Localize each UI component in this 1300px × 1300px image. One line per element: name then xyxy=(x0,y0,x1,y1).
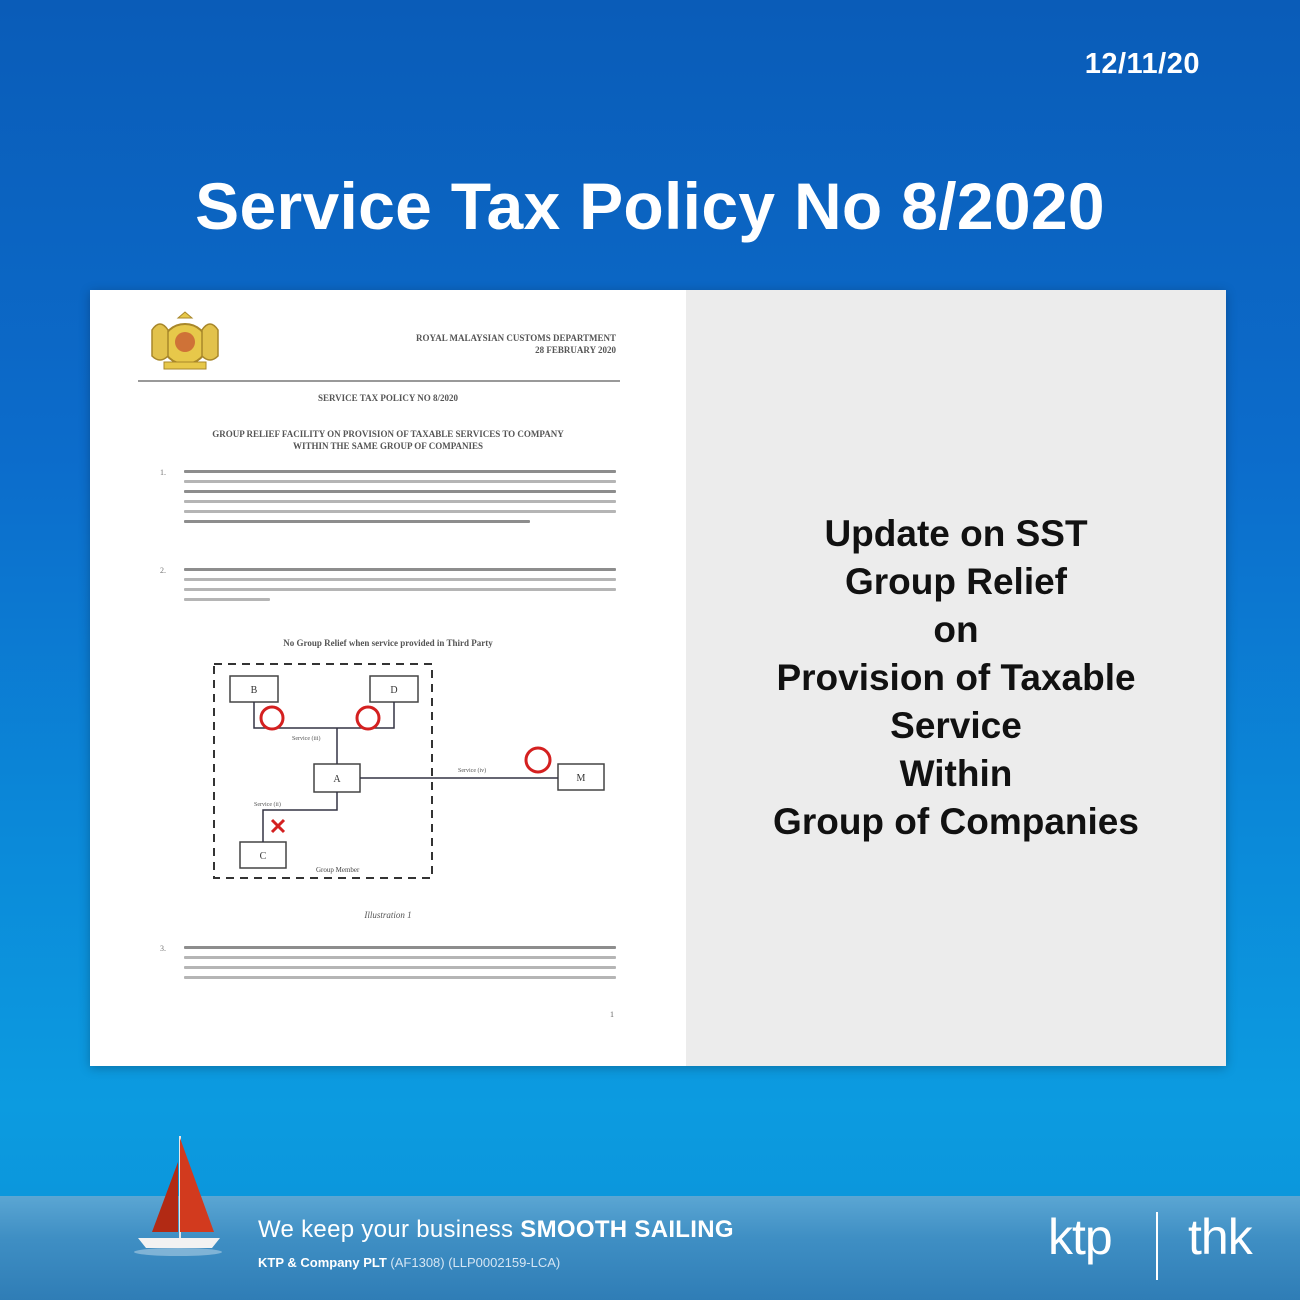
illustration-caption: Illustration 1 xyxy=(364,910,412,920)
summary-note xyxy=(686,290,1226,1066)
node-d: D xyxy=(390,685,398,696)
document-preview xyxy=(90,290,686,1066)
date-label: 12/11/20 xyxy=(1084,48,1200,80)
crest-icon xyxy=(142,310,228,372)
page-title: Service Tax Policy No 8/2020 xyxy=(195,169,1105,243)
doc-paragraph-2: 2. xyxy=(162,568,616,608)
node-m: M xyxy=(576,773,586,784)
group-relief-diagram xyxy=(208,660,618,886)
doc-subtitle: GROUP RELIEF FACILITY ON PROVISION OF TAXABLE SERVICES TO COMPANY WITHIN THE SAME GROUP OF COMPANIES xyxy=(212,429,564,451)
sailboat-icon xyxy=(128,1132,228,1262)
ktp-logo: ktp xyxy=(1048,1209,1112,1265)
label-service-bd: Service (iii) xyxy=(292,736,321,742)
label-service-m: Service (iv) xyxy=(458,768,487,774)
tagline: We keep your business SMOOTH SAILING xyxy=(258,1216,734,1243)
label-service-c: Service (ii) xyxy=(254,802,281,808)
node-c: C xyxy=(259,851,267,862)
logo-divider xyxy=(1156,1212,1158,1280)
page-number: 1 xyxy=(610,1010,614,1019)
node-b: B xyxy=(250,685,258,696)
thk-logo: thk xyxy=(1188,1209,1252,1265)
department-heading: ROYAL MALAYSIAN CUSTOMS DEPARTMENT 28 FEBRUARY 2020 xyxy=(416,333,616,355)
diagram-title: No Group Relief when service provided in Third Party xyxy=(283,638,493,648)
doc-paragraph-1: 1. xyxy=(162,470,616,530)
header-rule xyxy=(138,380,620,382)
summary-text: Update on SST Group Relief on Provision of Taxable Service Within Group of Companies xyxy=(773,513,1139,842)
company-info: KTP & Company PLT (AF1308) (LLP0002159-LCA) xyxy=(258,1255,561,1270)
label-group-member: Group Member xyxy=(316,866,360,874)
doc-title: SERVICE TAX POLICY NO 8/2020 xyxy=(317,393,459,403)
node-a: A xyxy=(333,774,341,785)
doc-paragraph-3: 3. xyxy=(162,946,616,986)
content-panel xyxy=(90,290,1226,1066)
